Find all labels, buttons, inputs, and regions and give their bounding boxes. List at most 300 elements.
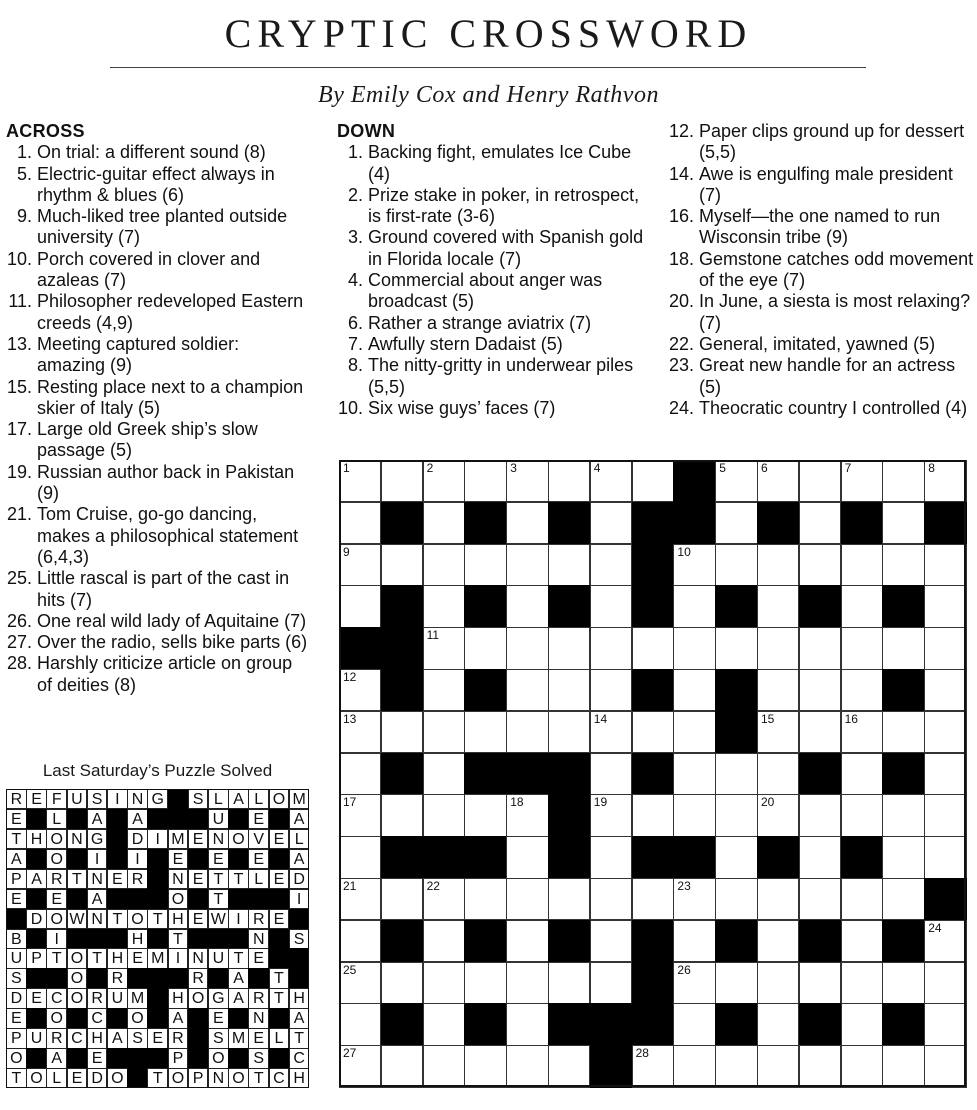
grid-block <box>799 920 841 962</box>
grid-square[interactable] <box>590 669 632 711</box>
down-clue <box>668 334 977 355</box>
solution-block <box>269 948 290 968</box>
grid-block <box>381 1003 423 1045</box>
solution-block <box>289 948 310 968</box>
grid-square[interactable] <box>590 585 632 627</box>
grid-square[interactable] <box>715 1045 757 1087</box>
solution-letter: H <box>26 829 47 849</box>
solution-letter: N <box>127 789 148 809</box>
grid-square[interactable] <box>381 711 423 753</box>
grid-square[interactable] <box>757 1003 799 1045</box>
grid-square[interactable] <box>590 753 632 795</box>
solution-block <box>228 929 249 949</box>
grid-square[interactable] <box>673 585 715 627</box>
grid-square[interactable] <box>757 627 799 669</box>
grid-square[interactable] <box>841 627 883 669</box>
down-clue <box>337 227 647 270</box>
grid-square[interactable] <box>924 1003 966 1045</box>
solution-block <box>67 1008 88 1028</box>
solution-letter: O <box>6 1048 27 1068</box>
solution-block <box>107 809 128 829</box>
down-clues-column-2 <box>668 121 977 419</box>
grid-number: 28 <box>635 1046 649 1061</box>
grid-square[interactable] <box>506 794 548 836</box>
grid-square[interactable] <box>506 669 548 711</box>
clue-number: 10. <box>337 397 363 418</box>
grid-square[interactable] <box>339 836 381 878</box>
clue-number: 28. <box>6 653 32 674</box>
grid-square[interactable] <box>548 962 590 1004</box>
grid-square[interactable] <box>799 1045 841 1087</box>
solution-block <box>107 929 128 949</box>
grid-square[interactable] <box>799 460 841 502</box>
grid-square[interactable] <box>673 1003 715 1045</box>
solution-letter: W <box>67 909 88 929</box>
grid-number: 26 <box>677 962 691 977</box>
grid-square[interactable] <box>924 962 966 1004</box>
grid-square[interactable] <box>924 669 966 711</box>
grid-square[interactable] <box>632 794 674 836</box>
solution-letter: B <box>6 929 27 949</box>
solution-letter: E <box>269 909 290 929</box>
grid-square[interactable] <box>590 711 632 753</box>
grid-square[interactable] <box>673 669 715 711</box>
grid-square[interactable] <box>339 878 381 920</box>
grid-square[interactable] <box>423 794 465 836</box>
clue-number: 3. <box>347 227 363 248</box>
grid-square[interactable] <box>799 627 841 669</box>
grid-cells <box>339 460 966 1087</box>
solution-letter: E <box>248 1028 269 1048</box>
grid-square[interactable] <box>423 669 465 711</box>
grid-square[interactable] <box>506 627 548 669</box>
clue-number: 21. <box>6 504 32 525</box>
grid-square[interactable] <box>464 962 506 1004</box>
grid-square[interactable] <box>924 794 966 836</box>
solution-block <box>269 809 290 829</box>
grid-square[interactable] <box>548 1045 590 1087</box>
grid-square[interactable] <box>757 920 799 962</box>
grid-block <box>715 585 757 627</box>
solution-block <box>6 909 27 929</box>
clue-number: 16. <box>668 206 694 227</box>
grid-block <box>381 627 423 669</box>
grid-square[interactable] <box>841 753 883 795</box>
grid-square[interactable] <box>924 627 966 669</box>
clue-text: Russian author back in Pakistan (9) <box>37 461 295 504</box>
grid-square[interactable] <box>715 502 757 544</box>
grid-square[interactable] <box>799 962 841 1004</box>
solution-letter: E <box>87 1048 108 1068</box>
solution-block <box>188 1028 209 1048</box>
grid-square[interactable] <box>757 711 799 753</box>
solution-letter: T <box>269 988 290 1008</box>
grid-square[interactable] <box>590 460 632 502</box>
grid-square[interactable] <box>381 544 423 586</box>
grid-block <box>381 669 423 711</box>
grid-block <box>548 585 590 627</box>
grid-square[interactable] <box>632 627 674 669</box>
grid-square[interactable] <box>548 711 590 753</box>
grid-square[interactable] <box>673 920 715 962</box>
solution-letter: G <box>87 829 108 849</box>
across-heading: ACROSS <box>6 121 85 141</box>
clue-text: Tom Cruise, go-go dancing, makes a philosophical statement (6,4,3) <box>37 504 299 567</box>
grid-square[interactable] <box>757 544 799 586</box>
grid-square[interactable] <box>841 460 883 502</box>
grid-square[interactable] <box>882 962 924 1004</box>
grid-square[interactable] <box>799 878 841 920</box>
grid-square[interactable] <box>506 962 548 1004</box>
solution-block <box>269 1008 290 1028</box>
grid-square[interactable] <box>381 878 423 920</box>
solution-block <box>127 889 148 909</box>
grid-square[interactable] <box>506 460 548 502</box>
grid-square[interactable] <box>799 502 841 544</box>
solution-letter: U <box>107 988 128 1008</box>
grid-square[interactable] <box>882 627 924 669</box>
grid-square[interactable] <box>715 878 757 920</box>
grid-square[interactable] <box>590 962 632 1004</box>
grid-square[interactable] <box>548 669 590 711</box>
grid-square[interactable] <box>799 711 841 753</box>
grid-square[interactable] <box>632 878 674 920</box>
grid-block <box>381 585 423 627</box>
solution-letter: R <box>6 789 27 809</box>
solution-letter: I <box>289 889 310 909</box>
grid-number: 23 <box>677 879 691 893</box>
grid-square[interactable] <box>757 878 799 920</box>
grid-square[interactable] <box>423 878 465 920</box>
grid-square[interactable] <box>757 460 799 502</box>
grid-number: 4 <box>593 461 601 475</box>
solution-letter: S <box>87 789 108 809</box>
grid-square[interactable] <box>841 794 883 836</box>
solution-letter: A <box>46 1048 67 1068</box>
grid-square[interactable] <box>423 1003 465 1045</box>
grid-square[interactable] <box>339 920 381 962</box>
solution-letter: W <box>208 909 229 929</box>
solution-letter: T <box>269 968 290 988</box>
clue-text: Philosopher redeveloped Eastern creeds (4,9) <box>37 291 304 333</box>
grid-square[interactable] <box>841 1003 883 1045</box>
grid-square[interactable] <box>423 711 465 753</box>
grid-square[interactable] <box>339 1045 381 1087</box>
solution-block <box>67 929 88 949</box>
grid-block <box>548 836 590 878</box>
grid-square[interactable] <box>924 920 966 962</box>
grid-square[interactable] <box>464 878 506 920</box>
grid-square[interactable] <box>632 1045 674 1087</box>
grid-block <box>464 836 506 878</box>
solution-letter: L <box>46 809 67 829</box>
solution-letter: P <box>6 1028 27 1048</box>
solution-letter: A <box>107 1028 128 1048</box>
solution-letter: S <box>289 929 310 949</box>
grid-square[interactable] <box>924 585 966 627</box>
solution-letter: T <box>248 1068 269 1088</box>
solution-letter: U <box>6 948 27 968</box>
grid-square[interactable] <box>841 920 883 962</box>
solution-letter: P <box>6 869 27 889</box>
grid-square[interactable] <box>924 460 966 502</box>
grid-block <box>339 627 381 669</box>
grid-square[interactable] <box>464 460 506 502</box>
grid-square[interactable] <box>464 1045 506 1087</box>
solution-letter: L <box>289 829 310 849</box>
grid-square[interactable] <box>673 753 715 795</box>
clue-number: 19. <box>6 461 32 482</box>
grid-square[interactable] <box>841 878 883 920</box>
solution-letter: L <box>269 1028 290 1048</box>
grid-block <box>673 836 715 878</box>
grid-square[interactable] <box>924 753 966 795</box>
grid-square[interactable] <box>882 460 924 502</box>
solution-letter: O <box>67 988 88 1008</box>
solution-letter: N <box>248 1008 269 1028</box>
down-clue <box>337 334 647 355</box>
grid-square[interactable] <box>841 585 883 627</box>
solution-letter: O <box>269 789 290 809</box>
grid-block <box>673 460 715 502</box>
grid-square[interactable] <box>924 836 966 878</box>
clue-text: Large old Greek ship’s slow passage (5) <box>37 419 258 461</box>
solution-block <box>147 1008 168 1028</box>
solution-letter: O <box>228 1068 249 1088</box>
grid-square[interactable] <box>423 1045 465 1087</box>
clue-number: 18. <box>668 248 694 269</box>
grid-square[interactable] <box>464 544 506 586</box>
solution-letter: E <box>107 869 128 889</box>
grid-square[interactable] <box>339 794 381 836</box>
grid-square[interactable] <box>590 627 632 669</box>
grid-square[interactable] <box>673 711 715 753</box>
grid-square[interactable] <box>506 920 548 962</box>
solution-letter: E <box>67 1068 88 1088</box>
solution-block <box>188 889 209 909</box>
grid-number: 1 <box>343 461 350 475</box>
solution-letter: O <box>228 829 249 849</box>
grid-square[interactable] <box>423 544 465 586</box>
grid-square[interactable] <box>841 962 883 1004</box>
grid-square[interactable] <box>799 836 841 878</box>
grid-square[interactable] <box>590 544 632 586</box>
grid-square[interactable] <box>757 753 799 795</box>
grid-square[interactable] <box>841 669 883 711</box>
grid-square[interactable] <box>423 585 465 627</box>
grid-square[interactable] <box>339 544 381 586</box>
solution-letter: O <box>188 988 209 1008</box>
solution-letter: G <box>147 789 168 809</box>
grid-block <box>381 502 423 544</box>
grid-square[interactable] <box>757 1045 799 1087</box>
grid-square[interactable] <box>882 878 924 920</box>
grid-square[interactable] <box>924 544 966 586</box>
solution-block <box>26 809 47 829</box>
solution-block <box>168 789 189 809</box>
grid-square[interactable] <box>673 1045 715 1087</box>
grid-square[interactable] <box>715 627 757 669</box>
grid-square[interactable] <box>590 836 632 878</box>
grid-square[interactable] <box>548 544 590 586</box>
grid-square[interactable] <box>799 794 841 836</box>
grid-block <box>715 711 757 753</box>
solution-letter: R <box>188 968 209 988</box>
grid-square[interactable] <box>841 544 883 586</box>
grid-block <box>632 585 674 627</box>
solution-letter: E <box>208 849 229 869</box>
grid-square[interactable] <box>841 1045 883 1087</box>
grid-square[interactable] <box>339 711 381 753</box>
grid-square[interactable] <box>381 1045 423 1087</box>
solution-block <box>269 849 290 869</box>
solution-letter: C <box>87 1008 108 1028</box>
grid-square[interactable] <box>548 460 590 502</box>
grid-square[interactable] <box>423 502 465 544</box>
grid-square[interactable] <box>799 669 841 711</box>
grid-square[interactable] <box>381 794 423 836</box>
grid-square[interactable] <box>423 962 465 1004</box>
grid-square[interactable] <box>757 962 799 1004</box>
grid-square[interactable] <box>423 920 465 962</box>
grid-square[interactable] <box>715 962 757 1004</box>
clue-number: 17. <box>6 419 32 440</box>
grid-square[interactable] <box>673 878 715 920</box>
grid-square[interactable] <box>673 544 715 586</box>
down-clue <box>668 398 977 419</box>
grid-square[interactable] <box>590 794 632 836</box>
solution-letter: A <box>6 849 27 869</box>
grid-square[interactable] <box>506 544 548 586</box>
grid-square[interactable] <box>423 753 465 795</box>
down-clue <box>668 206 977 249</box>
grid-square[interactable] <box>757 585 799 627</box>
grid-square[interactable] <box>673 962 715 1004</box>
grid-square[interactable] <box>924 1045 966 1087</box>
grid-square[interactable] <box>715 460 757 502</box>
clue-text: Six wise guys’ faces (7) <box>368 397 556 418</box>
clue-text: On trial: a different sound (8) <box>37 142 266 163</box>
grid-square[interactable] <box>339 962 381 1004</box>
solution-block <box>228 849 249 869</box>
grid-square[interactable] <box>339 669 381 711</box>
grid-square[interactable] <box>506 836 548 878</box>
grid-square[interactable] <box>841 711 883 753</box>
solution-block <box>26 1048 47 1068</box>
grid-square[interactable] <box>632 460 674 502</box>
clue-text: The nitty-gritty in underwear piles (5,5) <box>368 355 634 397</box>
solution-letter: A <box>228 988 249 1008</box>
grid-square[interactable] <box>590 502 632 544</box>
grid-square[interactable] <box>548 878 590 920</box>
grid-square[interactable] <box>757 794 799 836</box>
clue-text: Myself—the one named to run Wisconsin tribe (9) <box>699 206 941 248</box>
solution-letter: E <box>26 988 47 1008</box>
grid-square[interactable] <box>715 753 757 795</box>
grid-square[interactable] <box>506 711 548 753</box>
grid-square[interactable] <box>715 836 757 878</box>
grid-square[interactable] <box>924 711 966 753</box>
grid-square[interactable] <box>590 878 632 920</box>
grid-square[interactable] <box>673 794 715 836</box>
grid-number: 20 <box>761 795 775 810</box>
solution-letter: I <box>87 849 108 869</box>
grid-square[interactable] <box>632 711 674 753</box>
grid-square[interactable] <box>882 1045 924 1087</box>
grid-block <box>464 753 506 795</box>
clue-text: Gemstone catches odd movement of the eye (7) <box>699 248 974 291</box>
grid-block <box>882 1003 924 1045</box>
grid-square[interactable] <box>757 669 799 711</box>
grid-square[interactable] <box>882 502 924 544</box>
grid-square[interactable] <box>339 585 381 627</box>
grid-block <box>632 962 674 1004</box>
solution-letter: D <box>26 909 47 929</box>
grid-square[interactable] <box>464 711 506 753</box>
grid-square[interactable] <box>339 502 381 544</box>
grid-block <box>632 502 674 544</box>
solution-letter: N <box>87 909 108 929</box>
grid-square[interactable] <box>339 1003 381 1045</box>
grid-square[interactable] <box>339 460 381 502</box>
grid-square[interactable] <box>464 627 506 669</box>
grid-block <box>757 836 799 878</box>
grid-square[interactable] <box>882 836 924 878</box>
grid-square[interactable] <box>673 627 715 669</box>
clue-number: 8. <box>347 355 363 376</box>
solution-block <box>107 829 128 849</box>
grid-square[interactable] <box>381 962 423 1004</box>
grid-square[interactable] <box>715 794 757 836</box>
solution-letter: D <box>6 988 27 1008</box>
solution-letter: O <box>208 1048 229 1068</box>
solution-letter: I <box>46 929 67 949</box>
solution-letter: U <box>208 948 229 968</box>
grid-square[interactable] <box>423 460 465 502</box>
grid-square[interactable] <box>590 920 632 962</box>
grid-square[interactable] <box>548 627 590 669</box>
solution-block <box>289 909 310 929</box>
grid-square[interactable] <box>882 711 924 753</box>
down-clue <box>337 355 647 398</box>
solution-letter: O <box>127 1008 148 1028</box>
grid-square[interactable] <box>799 544 841 586</box>
grid-square[interactable] <box>423 627 465 669</box>
grid-square[interactable] <box>506 502 548 544</box>
grid-square[interactable] <box>715 544 757 586</box>
grid-square[interactable] <box>464 794 506 836</box>
solution-letter: O <box>26 1068 47 1088</box>
grid-square[interactable] <box>339 753 381 795</box>
clue-text: Commercial about anger was broadcast (5) <box>368 270 603 312</box>
solution-letter: P <box>26 948 47 968</box>
grid-square[interactable] <box>506 878 548 920</box>
solution-letter: R <box>127 869 148 889</box>
solution-letter: D <box>289 869 310 889</box>
grid-square[interactable] <box>882 794 924 836</box>
grid-square[interactable] <box>506 1003 548 1045</box>
solution-block <box>147 929 168 949</box>
grid-square[interactable] <box>506 1045 548 1087</box>
across-clue <box>6 632 312 653</box>
solution-letter: R <box>46 1028 67 1048</box>
grid-square[interactable] <box>882 544 924 586</box>
grid-block <box>632 836 674 878</box>
crossword-grid <box>339 460 966 1087</box>
grid-square[interactable] <box>381 460 423 502</box>
grid-square[interactable] <box>506 585 548 627</box>
down-clue <box>668 355 977 398</box>
